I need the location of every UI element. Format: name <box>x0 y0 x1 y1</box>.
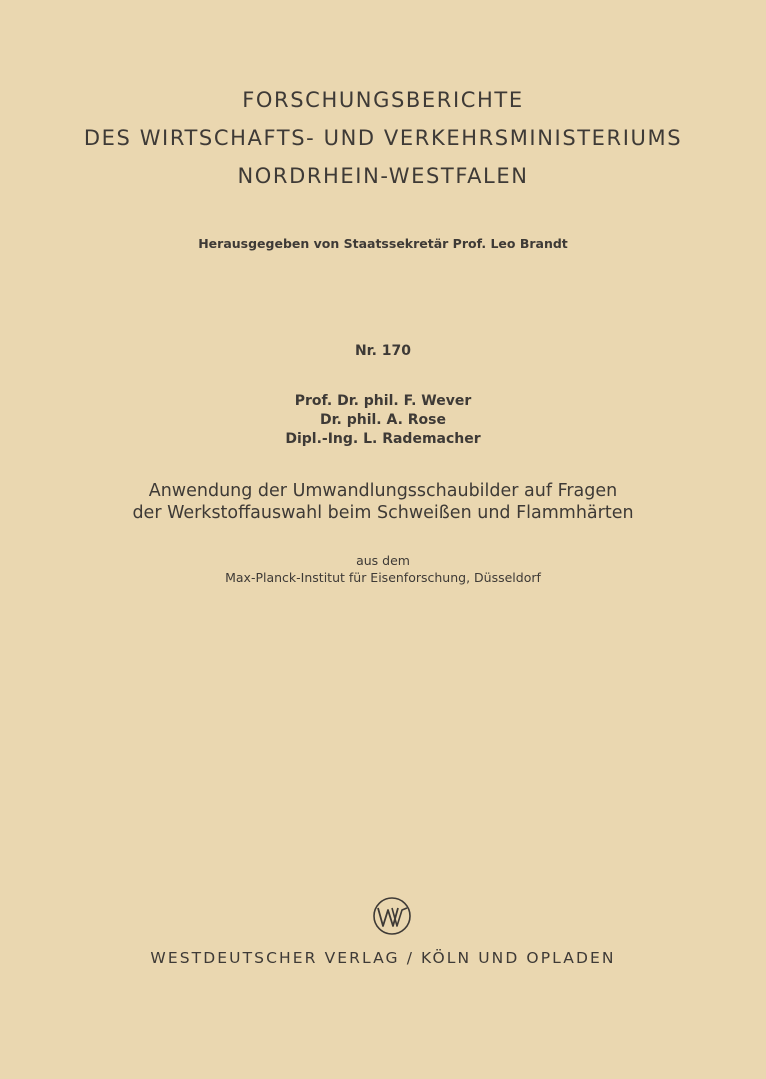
wv-publisher-logo-icon <box>372 896 412 936</box>
origin-institute: Max-Planck-Institut für Eisenforschung, Düsseldorf <box>225 570 541 585</box>
publisher-imprint: WESTDEUTSCHER VERLAG / KÖLN UND OPLADEN <box>150 949 616 967</box>
title-line-2: der Werkstoffauswahl beim Schweißen und Flammhärten <box>132 503 634 523</box>
report-number: Nr. 170 <box>354 343 412 359</box>
origin-prefix: aus dem <box>356 553 410 568</box>
author-3: Dipl.-Ing. L. Rademacher <box>285 431 481 447</box>
series-title-line-1: FORSCHUNGSBERICHTE <box>242 88 524 112</box>
title-line-1: Anwendung der Umwandlungsschaubilder auf Fragen <box>148 481 618 501</box>
series-title-line-2: DES WIRTSCHAFTS- UND VERKEHRSMINISTERIUMS <box>83 126 683 150</box>
editor-line: Herausgegeben von Staatssekretär Prof. Leo Brandt <box>198 236 568 251</box>
author-1: Prof. Dr. phil. F. Wever <box>294 393 472 409</box>
author-2: Dr. phil. A. Rose <box>319 412 446 428</box>
series-title-line-3: NORDRHEIN-WESTFALEN <box>237 164 529 188</box>
